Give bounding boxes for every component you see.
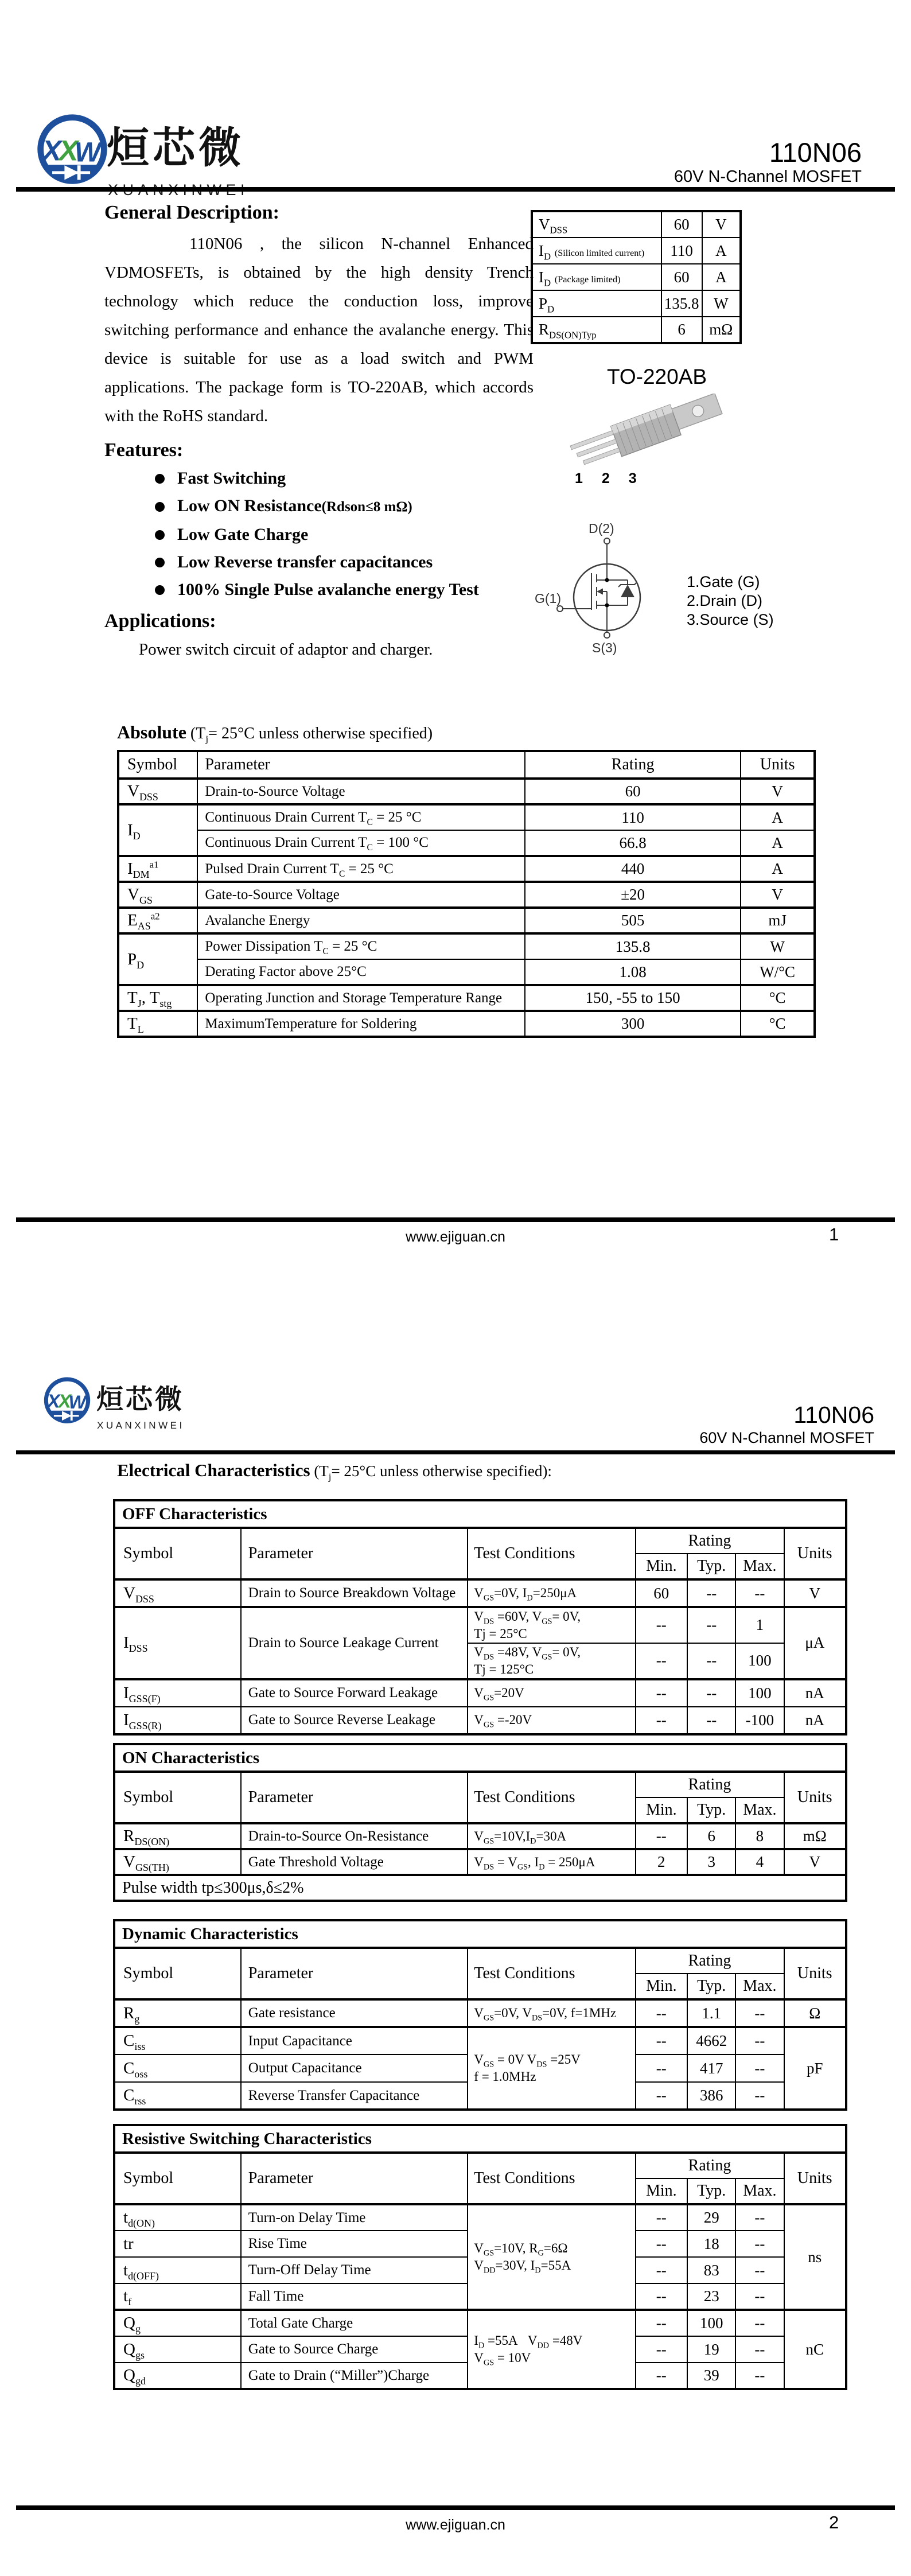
feature-text: 100% Single Pulse avalanche energy Test — [177, 580, 479, 599]
table-cell: °C — [741, 985, 815, 1011]
source-label: S(3) — [592, 640, 617, 655]
section-title-rest: ($T_j= 25^\circ C$ unless otherwise specified): — [314, 1462, 552, 1482]
table-cell: 386 — [687, 2082, 735, 2110]
bullet-icon — [155, 558, 165, 567]
table-cell: $I_{GSS(F)}$ — [114, 1679, 241, 1707]
table-cell: Typ. — [687, 2178, 735, 2204]
features-title: Features: — [104, 439, 184, 461]
table-cell: $V_{DS} = V_{GS}$, $I_D = 250\mu A$ — [468, 1849, 635, 1875]
brand-name-cn: 烜芯微 — [107, 125, 244, 172]
table-cell: $R_{DS(ON)Typ}$ — [532, 317, 661, 343]
table-cell: 4662 — [687, 2027, 735, 2054]
table-cell: $V_{DS} =60V$, $V_{GS}= 0V$, Tj = 25°C — [468, 1607, 635, 1643]
footer-rule — [16, 1217, 895, 1222]
table-cell: $t_f$ — [114, 2283, 241, 2310]
feature-item — [155, 495, 534, 519]
table-cell: Symbol — [114, 1528, 241, 1579]
table-cell: W — [702, 290, 741, 317]
table-cell: W/°C — [741, 959, 815, 985]
table-cell: 19 — [687, 2336, 735, 2363]
features-list — [104, 467, 534, 601]
table-cell: nA — [784, 1679, 847, 1707]
table-cell: Drain to Source Leakage Current — [241, 1607, 468, 1679]
table-cell: -- — [636, 2082, 688, 2110]
feature-item — [155, 551, 534, 574]
table-cell: -- — [687, 1679, 735, 1707]
table-cell: Derating Factor above 25°C — [197, 959, 525, 985]
caption-bold: Absolute — [117, 722, 186, 742]
table-cell: -- — [636, 1707, 688, 1734]
table-cell: W — [741, 933, 815, 959]
table-cell: Typ. — [687, 1797, 735, 1823]
table-cell: Avalanche Energy — [197, 908, 525, 933]
table-cell: -- — [735, 1579, 784, 1607]
table-cell: mΩ — [702, 317, 741, 343]
table-cell: $Q_g$ — [114, 2310, 241, 2336]
table-cell: $I_D =55A$ $V_{DD} =48V$ $V_{GS} = 10V$ — [468, 2310, 635, 2389]
brand-logo-icon — [41, 1375, 93, 1430]
table-cell: $Q_{gs}$ — [114, 2336, 241, 2363]
table-cell: 18 — [687, 2231, 735, 2257]
table-cell: 60 — [661, 211, 702, 238]
table-cell: -- — [636, 2283, 688, 2310]
table-cell: -- — [636, 2027, 688, 2054]
doc-subtitle: 60V N-Channel MOSFET — [699, 1429, 874, 1446]
table-cell: 66.8 — [525, 830, 741, 856]
table-cell: V — [741, 779, 815, 804]
footer-url: www.ejiguan.cn — [406, 1229, 505, 1245]
table-cell: 440 — [525, 856, 741, 882]
table-cell: 60 — [636, 1579, 688, 1607]
table-cell: 135.8 — [661, 290, 702, 317]
table-cell: $I_{DSS}$ — [114, 1607, 241, 1679]
table-cell: Parameter — [241, 1772, 468, 1823]
table-cell: $V_{GS}=10V$, $R_G=6\Omega$ $V_{DD}=30V$, $I_D=55A$ — [468, 2204, 635, 2310]
table-cell: Units — [741, 751, 815, 779]
bullet-icon — [155, 530, 165, 540]
gate-label: G(1) — [535, 591, 561, 606]
table-cell: -- — [735, 2310, 784, 2336]
svg-text:X: X — [59, 134, 79, 167]
table-cell: A — [741, 830, 815, 856]
table-cell: Parameter — [241, 1528, 468, 1579]
absolute-ratings-caption — [117, 722, 816, 743]
table-cell: -- — [636, 1607, 688, 1643]
table-cell: A — [702, 238, 741, 264]
brand-name-cn: 烜芯微 — [96, 1385, 184, 1415]
applications-body: Power switch circuit of adaptor and charger. — [139, 640, 433, 659]
table-cell: -- — [636, 1823, 688, 1849]
table-cell: $R_g$ — [114, 1999, 241, 2027]
brand-name-en: XUANXINWEI — [97, 1420, 185, 1431]
table-cell: 110 — [525, 804, 741, 830]
table-cell: Typ. — [687, 1974, 735, 1999]
table-cell: Drain-to-Source Voltage — [197, 779, 525, 804]
bullet-icon — [155, 502, 165, 512]
table-cell: Gate-to-Source Voltage — [197, 882, 525, 908]
table-cell: Max. — [735, 2178, 784, 2204]
left-column — [104, 202, 534, 659]
table-cell: nC — [784, 2310, 847, 2389]
table-cell: -- — [735, 2082, 784, 2110]
package-name: TO-220AB — [606, 365, 707, 388]
table-cell: Test Conditions — [468, 1772, 635, 1823]
table-cell: -- — [636, 2054, 688, 2082]
table-cell: V — [702, 211, 741, 238]
page-number: 2 — [829, 2512, 839, 2532]
pin-legend-item: 2.Drain (D) — [687, 592, 763, 609]
table-cell: Max. — [735, 1974, 784, 1999]
table-cell: Test Conditions — [468, 1528, 635, 1579]
table-cell: Turn-Off Delay Time — [241, 2257, 468, 2283]
table-cell: μA — [784, 1607, 847, 1679]
mosfet-symbol-diagram — [534, 518, 677, 659]
bullet-icon — [155, 474, 165, 484]
svg-text:X: X — [58, 1391, 71, 1412]
table-cell: Units — [784, 1948, 847, 1999]
table-cell: Min. — [636, 2178, 688, 2204]
header-rule — [16, 1450, 895, 1454]
table-cell: 417 — [687, 2054, 735, 2082]
table-cell: MaximumTemperature for Soldering — [197, 1011, 525, 1037]
table-cell: Max. — [735, 1554, 784, 1579]
dynamic-characteristics-table — [113, 1919, 847, 2111]
table-cell: $V_{GS}=10V,I_D=30A$ — [468, 1823, 635, 1849]
table-cell: -- — [735, 1999, 784, 2027]
table-cell: V — [784, 1849, 847, 1875]
table-cell: $V_{GS} = 0V$ $V_{DS} =25V$ f = 1.0MHz — [468, 2027, 635, 2110]
table-cell: -- — [636, 2310, 688, 2336]
table-cell: -- — [687, 1579, 735, 1607]
table-cell: 1 — [735, 1607, 784, 1643]
summary-ratings-table — [531, 210, 742, 344]
table-cell: $t_{d(OFF)}$ — [114, 2257, 241, 2283]
table-cell: Drain to Source Breakdown Voltage — [241, 1579, 468, 1607]
table-footnote: Pulse width tp≤300μs,δ≤2% — [114, 1875, 846, 1901]
table-cell: $V_{DSS}$ — [114, 1579, 241, 1607]
table-cell: A — [741, 804, 815, 830]
package-svg — [559, 394, 743, 480]
table-cell: Parameter — [241, 1948, 468, 1999]
table-cell: Turn-on Delay Time — [241, 2204, 468, 2231]
feature-text: Low ON Resistance(Rdson≤8 mΩ) — [177, 496, 412, 515]
doc-subtitle: 60V N-Channel MOSFET — [673, 168, 862, 186]
table-cell: Min. — [636, 1554, 688, 1579]
feature-item — [155, 467, 534, 490]
table-cell: 6 — [687, 1823, 735, 1849]
table-cell: $I_{DM}^{a1}$ — [118, 856, 197, 882]
table-cell: 6 — [661, 317, 702, 343]
electrical-characteristics-title — [117, 1460, 552, 1481]
table-cell: -- — [687, 1707, 735, 1734]
svg-text:X: X — [42, 134, 62, 167]
table-cell: A — [702, 264, 741, 290]
table-cell: mJ — [741, 908, 815, 933]
table-cell: 100 — [687, 2310, 735, 2336]
brand-logo-icon — [33, 111, 111, 192]
table-cell: pF — [784, 2027, 847, 2110]
table-cell: Continuous Drain Current $T_C = 25$ °C — [197, 804, 525, 830]
table-cell: $V_{GS(TH)}$ — [114, 1849, 241, 1875]
table-cell: -- — [636, 2231, 688, 2257]
table-cell: 4 — [735, 1849, 784, 1875]
table-cell: $P_D$ — [532, 290, 661, 317]
table-cell: -- — [735, 2204, 784, 2231]
drain-label: D(2) — [589, 521, 614, 536]
table-cell: Gate to Source Reverse Leakage — [241, 1707, 468, 1734]
table-cell: -- — [735, 2336, 784, 2363]
applications-title: Applications: — [104, 610, 216, 632]
table-cell: -- — [636, 1643, 688, 1679]
table-cell: Symbol — [114, 1772, 241, 1823]
table-cell: ns — [784, 2204, 847, 2310]
table-cell: 300 — [525, 1011, 741, 1037]
table-cell: $I_D$ (Package limited) — [532, 264, 661, 290]
table-cell: -- — [636, 1679, 688, 1707]
absolute-ratings-table — [117, 750, 816, 1038]
table-cell: Units — [784, 1528, 847, 1579]
table-cell: -- — [636, 2363, 688, 2389]
table-cell: Units — [784, 1772, 847, 1823]
brand-logo-svg — [33, 111, 111, 189]
footer-rule — [16, 2505, 895, 2510]
table-cell: $V_{GS}$ — [118, 882, 197, 908]
header-rule — [16, 187, 895, 192]
svg-text:W: W — [68, 1391, 86, 1412]
part-number: 110N06 — [769, 137, 862, 168]
table-cell: 39 — [687, 2363, 735, 2389]
table-cell: $Q_{gd}$ — [114, 2363, 241, 2389]
table-cell: 1.08 — [525, 959, 741, 985]
table-cell: $I_D$ (Silicon limited current) — [532, 238, 661, 264]
off-characteristics-table — [113, 1499, 847, 1736]
table-cell: $C_{iss}$ — [114, 2027, 241, 2054]
table-cell: 83 — [687, 2257, 735, 2283]
table-cell: Gate to Source Charge — [241, 2336, 468, 2363]
svg-text:X: X — [47, 1391, 60, 1412]
table-cell: -- — [636, 2336, 688, 2363]
table-cell: Rating — [636, 1948, 784, 1974]
table-cell: 60 — [525, 779, 741, 804]
table-cell: -- — [687, 1607, 735, 1643]
table-cell: 100 — [735, 1643, 784, 1679]
table-cell: 60 — [661, 264, 702, 290]
mosfet-symbol-svg — [534, 518, 677, 656]
table-cell: Units — [784, 2153, 847, 2204]
table-cell: -- — [636, 2257, 688, 2283]
table-cell: -- — [687, 1643, 735, 1679]
table-cell: Parameter — [241, 2153, 468, 2204]
table-cell: Rating — [636, 1528, 784, 1554]
general-description-body: 110N06 , the silicon N-channel Enhanced VDMOSFETs, is obtained by the high density Trench technology which reduce the conduction loss, improve switching performance and enhance the avalanche energy. This device is suitable for use as a load switch and PWM applications. The package form is TO-220AB, which accords with the RoHS standard. — [104, 235, 534, 425]
table-cell: 100 — [735, 1679, 784, 1707]
table-cell: Symbol — [118, 751, 197, 779]
pin-legend-item: 3.Source (S) — [687, 611, 774, 628]
table-cell: -- — [735, 2231, 784, 2257]
table-cell: nA — [784, 1707, 847, 1734]
table-cell: -- — [735, 2054, 784, 2082]
table-cell: Ω — [784, 1999, 847, 2027]
table-cell: Gate to Source Forward Leakage — [241, 1679, 468, 1707]
table-title: ON Characteristics — [114, 1744, 846, 1772]
table-cell: -- — [735, 2283, 784, 2310]
table-cell: Pulsed Drain Current $T_C = 25$ °C — [197, 856, 525, 882]
table-title: Resistive Switching Characteristics — [114, 2125, 846, 2153]
table-cell: 3 — [687, 1849, 735, 1875]
table-cell: $R_{DS(ON)}$ — [114, 1823, 241, 1849]
table-cell: Gate to Drain (“Miller”)Charge — [241, 2363, 468, 2389]
feature-item — [155, 578, 534, 601]
table-cell: V — [784, 1579, 847, 1607]
resistive-switching-table — [113, 2124, 847, 2390]
table-cell: $V_{GS}=20V$ — [468, 1679, 635, 1707]
table-cell: $V_{GS} =-20V$ — [468, 1707, 635, 1734]
table-cell: 135.8 — [525, 933, 741, 959]
table-cell: -- — [735, 2257, 784, 2283]
table-cell: Power Dissipation $T_C = 25$ °C — [197, 933, 525, 959]
table-cell: 23 — [687, 2283, 735, 2310]
table-cell: Max. — [735, 1797, 784, 1823]
pin-legend-item: 1.Gate (G) — [687, 573, 760, 590]
table-cell: 150, -55 to 150 — [525, 985, 741, 1011]
table-cell: Rating — [636, 1772, 784, 1797]
table-cell: Typ. — [687, 1554, 735, 1579]
table-cell: Input Capacitance — [241, 2027, 468, 2054]
footer-url: www.ejiguan.cn — [406, 2517, 505, 2533]
table-cell: $P_D$ — [118, 933, 197, 985]
table-cell: °C — [741, 1011, 815, 1037]
pin-legend — [687, 573, 774, 629]
table-cell: Test Conditions — [468, 2153, 635, 2204]
table-cell: Min. — [636, 1974, 688, 1999]
table-cell: mΩ — [784, 1823, 847, 1849]
on-characteristics-table — [113, 1743, 847, 1902]
table-cell: 110 — [661, 238, 702, 264]
table-cell: $V_{DSS}$ — [532, 211, 661, 238]
table-cell: Fall Time — [241, 2283, 468, 2310]
table-cell: $t_{d(ON)}$ — [114, 2204, 241, 2231]
table-cell: Parameter — [197, 751, 525, 779]
svg-text:W: W — [74, 137, 101, 168]
table-cell: Symbol — [114, 1948, 241, 1999]
general-description-title: General Description: — [104, 202, 279, 223]
feature-text: Low Gate Charge — [177, 525, 309, 544]
page-2 — [0, 1288, 911, 2576]
table-cell: $T_J$, $T_{stg}$ — [118, 985, 197, 1011]
table-cell: Gate resistance — [241, 1999, 468, 2027]
feature-text: Fast Switching — [177, 469, 286, 488]
table-cell: Total Gate Charge — [241, 2310, 468, 2336]
brand-logo-svg — [41, 1375, 93, 1427]
table-cell: A — [741, 856, 815, 882]
table-cell: $C_{oss}$ — [114, 2054, 241, 2082]
table-cell: Operating Junction and Storage Temperature Range — [197, 985, 525, 1011]
to220ab-package-image — [559, 394, 743, 482]
table-cell: Test Conditions — [468, 1948, 635, 1999]
table-cell: $I_D$ — [118, 804, 197, 856]
table-cell: Gate Threshold Voltage — [241, 1849, 468, 1875]
table-title: Dynamic Characteristics — [114, 1920, 846, 1948]
table-cell: Symbol — [114, 2153, 241, 2204]
table-cell: Reverse Transfer Capacitance — [241, 2082, 468, 2110]
table-cell: -- — [636, 2204, 688, 2231]
table-cell: V — [741, 882, 815, 908]
table-cell: Rating — [636, 2153, 784, 2178]
part-number: 110N06 — [793, 1402, 874, 1428]
table-cell: 2 — [636, 1849, 688, 1875]
table-cell: tr — [114, 2231, 241, 2257]
table-cell: Continuous Drain Current $T_C = 100$ °C — [197, 830, 525, 856]
table-cell: 8 — [735, 1823, 784, 1849]
table-cell: 505 — [525, 908, 741, 933]
page-number: 1 — [829, 1224, 839, 1244]
table-cell: $T_L$ — [118, 1011, 197, 1037]
table-cell: ±20 — [525, 882, 741, 908]
bullet-icon — [155, 585, 165, 595]
table-cell: 1.1 — [687, 1999, 735, 2027]
section-title-bold: Electrical Characteristics — [117, 1460, 310, 1480]
table-cell: -- — [735, 2027, 784, 2054]
table-cell: $I_{GSS(R)}$ — [114, 1707, 241, 1734]
table-cell: -- — [735, 2363, 784, 2389]
table-cell: $V_{GS}=0V$, $I_D=250\mu A$ — [468, 1579, 635, 1607]
table-cell: 29 — [687, 2204, 735, 2231]
table-cell: Output Capacitance — [241, 2054, 468, 2082]
feature-text: Low Reverse transfer capacitances — [177, 552, 433, 571]
table-cell: $E_{AS}^{a2}$ — [118, 908, 197, 933]
feature-item — [155, 523, 534, 546]
table-cell: Min. — [636, 1797, 688, 1823]
table-title: OFF Characteristics — [114, 1500, 846, 1528]
table-cell: Rise Time — [241, 2231, 468, 2257]
absolute-ratings-section — [117, 722, 816, 1038]
table-cell: Rating — [525, 751, 741, 779]
caption-rest: ($T_j= 25^\circ C$ unless otherwise specified) — [190, 725, 433, 745]
table-cell: -100 — [735, 1707, 784, 1734]
table-cell: $V_{GS}=0V$, $V_{DS}=0V$, f=1MHz — [468, 1999, 635, 2027]
table-cell: $V_{DSS}$ — [118, 779, 197, 804]
table-cell: $C_{rss}$ — [114, 2082, 241, 2110]
pin-numbers: 1 2 3 — [575, 470, 644, 487]
table-cell: -- — [636, 1999, 688, 2027]
table-cell: $V_{DS} =48V$, $V_{GS}= 0V$, Tj = 125°C — [468, 1643, 635, 1679]
table-cell: Drain-to-Source On-Resistance — [241, 1823, 468, 1849]
